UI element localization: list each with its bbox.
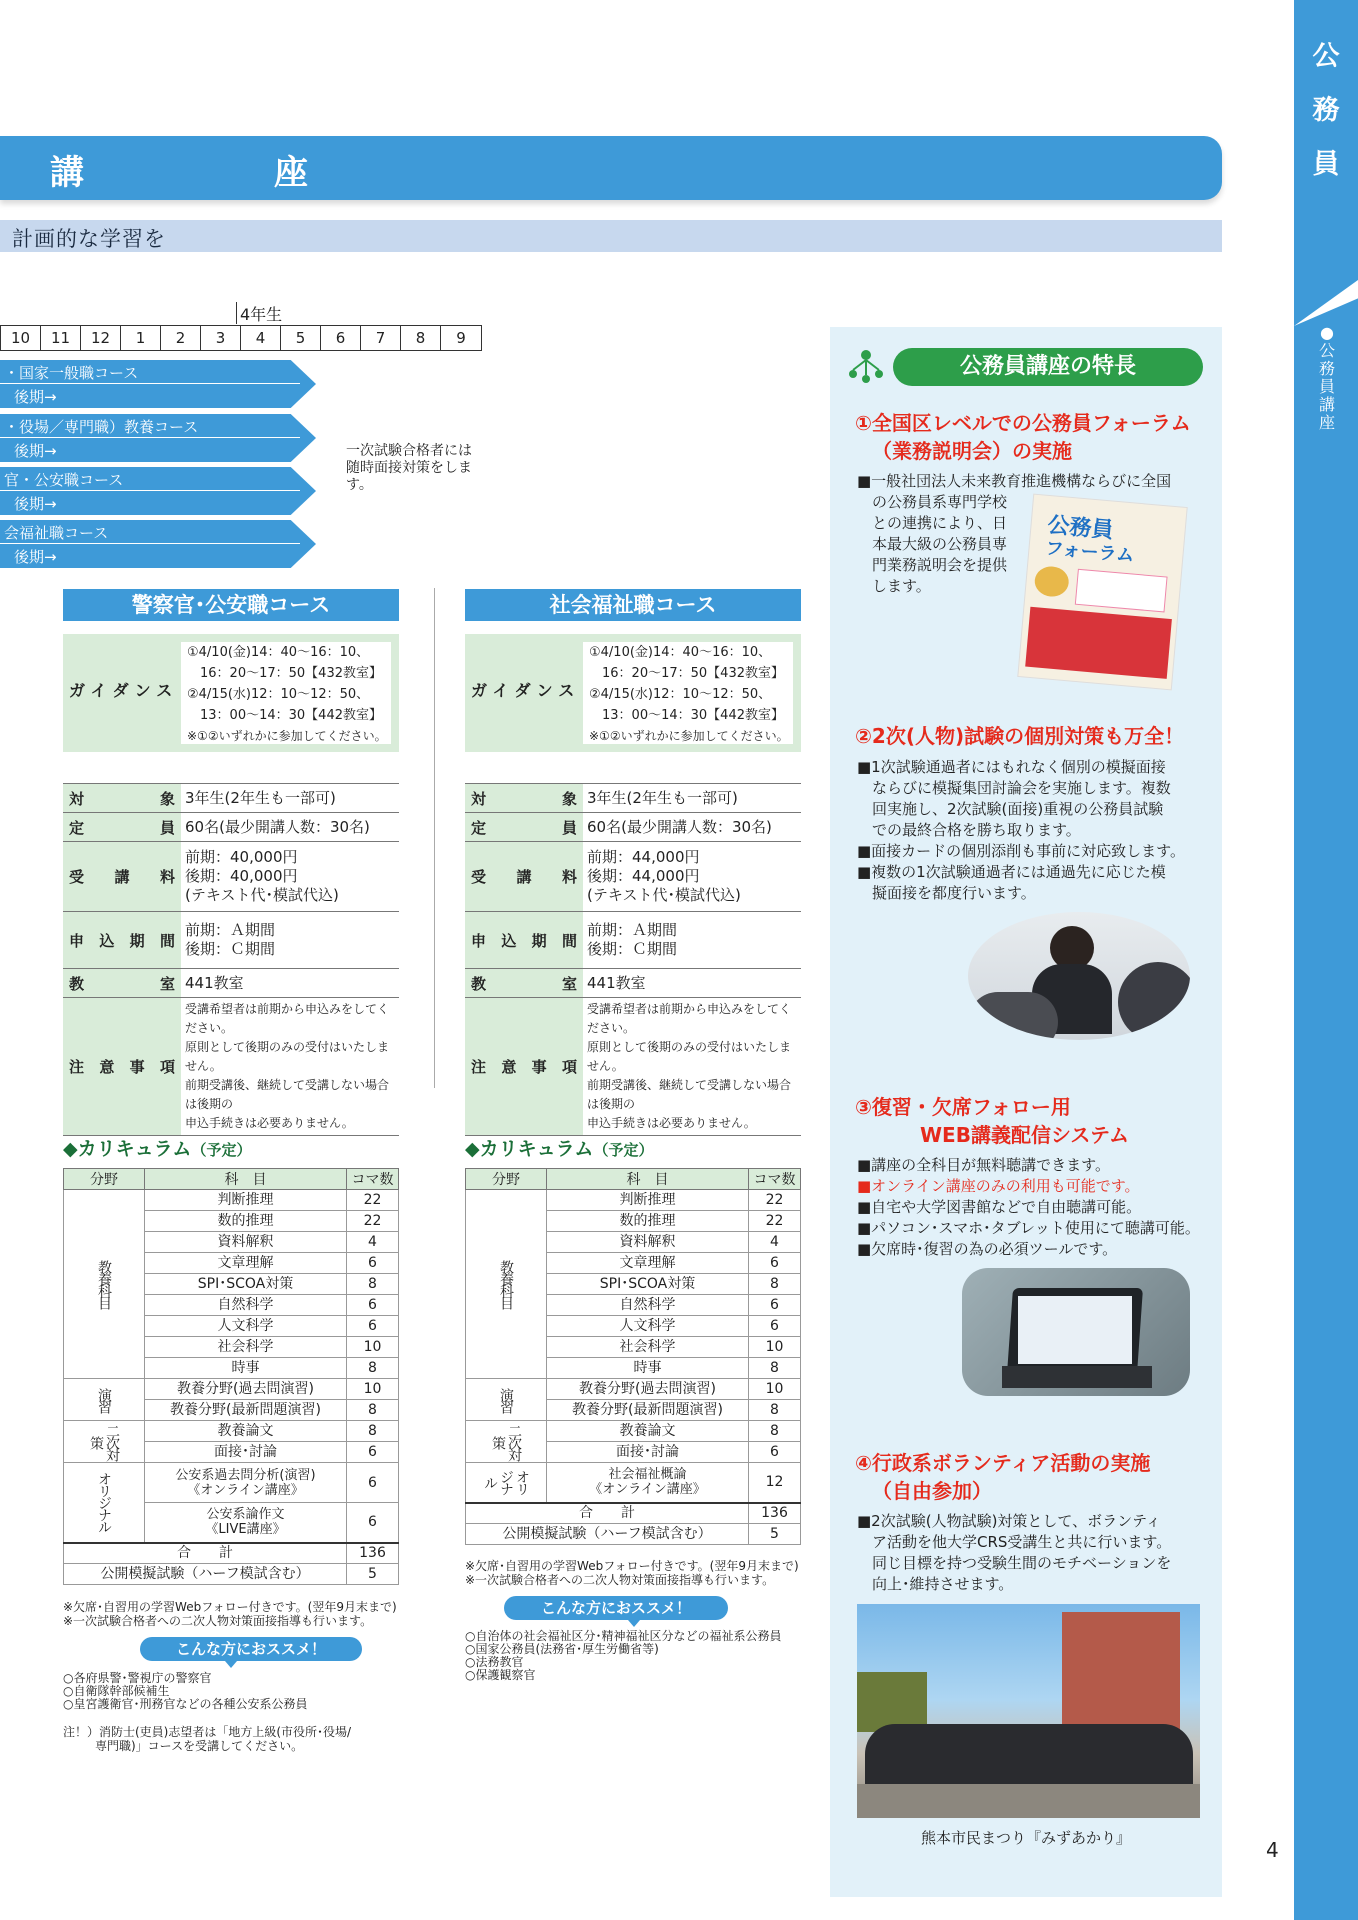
tablet-photo [962,1268,1190,1396]
guidance-line: ①4/10(金)14：40〜16：10、 [589,645,772,660]
info-key: 室 [561,974,577,993]
cur-count: 8 [347,1421,399,1442]
cur-count: 6 [347,1295,399,1316]
feature-line: ■自宅や大学図書館などで自由聴講可能。 [857,1198,1142,1216]
cur-mock-label: 公開模擬試験（ハーフ模試含む） [64,1564,347,1585]
cur-count: 10 [749,1379,801,1400]
cur-subject: 文章理解 [547,1253,749,1274]
feature-heading: ③復習・欠席フォロー用 [855,1095,1071,1119]
month-cell: 9 [456,329,466,347]
month-cell: 1 [121,326,161,350]
sidebar-char: 公 [1312,41,1340,72]
feature-line: ■講座の全科目が無料聴講できます。 [857,1156,1110,1174]
page-number: 4 [1266,1838,1279,1862]
feature-heading: ④行政系ボランティア活動の実施 [855,1451,1151,1475]
feature-text [857,1155,1200,1260]
cur-total: 136 [347,1543,399,1564]
feature-line: 本最大級の公務員専 [857,535,1008,553]
info-period: 後期：Ｃ期間 [185,940,276,958]
cur-count: 6 [347,1463,399,1503]
info-period: 後期：Ｃ期間 [587,940,678,958]
info-capacity: 60名(最少開講人数：30名) [181,813,399,842]
sidebar-subtitle: ●公務員講座 [1318,323,1335,432]
cur-count: 6 [347,1253,399,1274]
guidance-schedule [181,642,391,744]
curriculum-table [63,1168,399,1585]
info-key: 項 [561,1058,577,1076]
month-cell: 5 [281,326,321,350]
cur-count: 22 [347,1211,399,1232]
cur-subject-note: 《オンライン講座》 [187,1482,304,1498]
poster-schedule-block [1025,607,1172,679]
cur-count: 10 [749,1337,801,1358]
cur-total: 136 [749,1503,801,1524]
month-cell: 8 [401,326,441,350]
info-key: 注 [69,1058,85,1076]
cur-subject: 面接･討論 [145,1442,347,1463]
cur-subject: 資料解釈 [547,1232,749,1253]
cur-count: 6 [347,1503,399,1543]
cur-subject: 時事 [547,1358,749,1379]
cur-count: 22 [347,1190,399,1211]
note-line: ※一次試験合格者への二次人物対策面接指導も行います。 [63,1614,373,1628]
photo-caption: 熊本市民まつり『みずあかり』 [921,1829,1132,1847]
cur-count: 8 [749,1421,801,1442]
features-title: 公務員講座の特長 [893,348,1203,386]
recommend-item: ○保護観察官 [465,1668,536,1682]
cur-count: 8 [347,1358,399,1379]
info-key: 込 [99,931,115,950]
cur-subject: 判断推理 [145,1190,347,1211]
feature-line: ■欠席時･復習の為の必須ツールです。 [857,1240,1118,1258]
info-key: 申 [471,931,487,950]
feature-heading: ②2次(人物)試験の個別対策も万全！ [855,724,1185,748]
timeline-course-term: 後期→ [14,388,57,406]
recommend-item: ○自衛隊幹部候補生 [63,1684,170,1698]
curriculum-note [63,1600,397,1628]
guidance-line: 13：00〜14：30【442教室】 [589,708,784,723]
recommend-item: ○自治体の社会福祉区分･精神福祉区分などの福祉系公務員 [465,1629,782,1643]
cur-subject: 人文科学 [145,1316,347,1337]
cur-count: 8 [749,1274,801,1295]
month-cell: 11 [41,326,81,350]
cur-count: 10 [347,1379,399,1400]
poster-title: 公務員 [1046,513,1115,544]
info-room: 441教室 [583,969,801,998]
info-key: 間 [159,931,175,950]
info-key: 定 [471,818,487,837]
cur-count: 8 [347,1400,399,1421]
cur-subject-note: 《オンライン講座》 [589,1482,706,1498]
feature-line: ア活動を他大学CRS受講生と共に行います。 [857,1533,1172,1551]
recommend-badge: こんな方におススメ！ [504,1596,728,1620]
cur-subject: 教養分野(最新問題演習) [145,1400,347,1421]
cur-count: 6 [347,1442,399,1463]
cur-count: 4 [749,1232,801,1253]
info-key: 象 [159,789,175,808]
month-row [0,325,482,351]
timeline-course-term: 後期→ [14,495,57,513]
feature-line: します。 [857,577,931,595]
arrow-divider [0,543,300,544]
cur-category: オリジナル [466,1463,547,1503]
cur-count: 6 [749,1253,801,1274]
note-line: ※欠席･自習用の学習Webフォロー付きです。(翌年9月末まで) [63,1600,397,1614]
recommend-list [465,1630,781,1682]
cur-header: コマ数 [749,1169,801,1190]
guidance-box [63,634,399,752]
info-key: 込 [501,931,517,950]
cur-subject: 文章理解 [145,1253,347,1274]
cur-subject: 教養分野(過去問演習) [547,1379,749,1400]
cur-mock-label: 公開模擬試験（ハーフ模試含む） [466,1524,749,1545]
feature-line: ■複数の1次試験通過者には通過先に応じた模 [857,863,1166,881]
cur-category: 演習 [64,1379,145,1421]
info-note: 申込手続きは必要ありません。 [587,1116,756,1130]
forum-poster [1017,494,1187,691]
cur-subject: 社会福祉概論 [608,1467,687,1483]
footnote-line: 注！）消防士(吏員)志望者は「地方上級(市役所･役場/ [63,1725,352,1739]
info-period: 前期：Ａ期間 [587,921,678,939]
cur-category: 教養科目 [466,1190,547,1379]
mascot-image [1033,565,1069,598]
info-key: 象 [561,789,577,808]
page-title-char: 座 [274,153,308,193]
year-label: 4年生 [240,305,283,324]
footnote [63,1725,351,1753]
cur-subject: 人文科学 [547,1316,749,1337]
cur-count: 12 [749,1463,801,1503]
info-key: 注 [471,1058,487,1076]
sidebar-char: 務 [1312,95,1340,126]
info-fee: (テキスト代･模試代込) [185,886,339,904]
feature-line: ■1次試験通過者にはもれなく個別の模擬面接 [857,758,1166,776]
feature-line: 向上･維持させます。 [857,1575,1014,1593]
recommend-item: ○各府県警･警視庁の警察官 [63,1671,212,1685]
cur-subject: 自然科学 [547,1295,749,1316]
info-fee: 後期：40,000円 [185,867,298,885]
guidance-line: ※①②いずれかに参加してください。 [589,729,789,743]
timeline-course-term: 後期→ [14,548,57,566]
course-info-table [465,783,801,1136]
note-line: ※欠席･自習用の学習Webフォロー付きです。(翌年9月末まで) [465,1559,799,1573]
info-key: 事 [531,1058,547,1076]
info-key: 料 [561,868,577,886]
info-key: 員 [159,818,175,837]
info-key: 意 [501,1058,517,1076]
info-key: 対 [471,789,487,808]
cur-category: オリジナル [64,1463,145,1543]
cur-count: 22 [749,1211,801,1232]
curriculum-title: ◆カリキュラム [63,1138,192,1160]
cur-count: 6 [749,1442,801,1463]
info-note: 前期受講後、継続して受講しない場合は後期の [185,1078,390,1111]
info-period: 前期：Ａ期間 [185,921,276,939]
curriculum-subtitle: （予定） [593,1141,654,1159]
cur-count: 22 [749,1190,801,1211]
curriculum-table [465,1168,801,1545]
cur-subject: 教養分野(最新問題演習) [547,1400,749,1421]
recommend-badge: こんな方におススメ！ [140,1637,362,1661]
guidance-line: ※①②いずれかに参加してください。 [187,729,387,743]
feature-text [857,757,1185,904]
year-divider [236,302,237,324]
guidance-line: ②4/15(水)12：10〜12：50、 [589,687,772,702]
month-cell: 10 [1,326,41,350]
cur-subject: 数的推理 [145,1211,347,1232]
info-note: 前期受講後、継続して受講しない場合は後期の [587,1078,792,1111]
info-key: 事 [129,1058,145,1076]
feature-line: 門業務説明会を提供 [857,556,1008,574]
info-fee: (テキスト代･模試代込) [587,886,741,904]
info-key: 期 [531,931,547,950]
feature-line: との連携により、日 [857,514,1008,532]
info-target: 3年生(2年生も一部可) [583,784,801,813]
feature-line: の公務員系専門学校 [857,493,1008,511]
curriculum-subtitle: （予定） [191,1141,252,1159]
timeline-course-term: 後期→ [14,442,57,460]
month-cell: 2 [161,326,201,350]
month-cell: 7 [361,326,401,350]
cur-subject: 時事 [145,1358,347,1379]
info-note: 受講希望者は前期から申込みをしてください。 [185,1002,390,1035]
cur-count: 6 [347,1316,399,1337]
guidance-label: ガイダンス [69,681,179,700]
cur-subject: SPI･SCOA対策 [547,1274,749,1295]
feature-heading: （業務説明会）の実施 [872,439,1072,463]
info-note: 原則として後期のみの受付はいたしません。 [185,1040,390,1073]
cur-subject: 公安系過去問分析(演習) [175,1467,316,1483]
cur-header: コマ数 [347,1169,399,1190]
timeline-course-name: ・役場／専門職）教養コース [4,418,199,436]
cur-category: 演習 [466,1379,547,1421]
info-note: 受講希望者は前期から申込みをしてください。 [587,1002,792,1035]
info-key: 教 [69,974,85,993]
timeline-course-name: 会福祉職コース [4,524,109,542]
feature-line: ■オンライン講座のみの利用も可能です。 [857,1177,1140,1195]
curriculum-heading [465,1134,653,1161]
info-target: 3年生(2年生も一部可) [181,784,399,813]
cur-count: 4 [347,1232,399,1253]
cur-subject: 判断推理 [547,1190,749,1211]
poster-info-block [1075,569,1168,613]
info-key: 間 [561,931,577,950]
feature-line: ■面接カードの個別添削も事前に対応致します。 [857,842,1185,860]
info-key: 受 [69,868,85,886]
cur-subject: 資料解釈 [145,1232,347,1253]
cur-count: 8 [749,1400,801,1421]
column-divider [434,588,435,1088]
cur-subject: 面接･討論 [547,1442,749,1463]
timeline-course-name: ・国家一般職コース [4,364,139,382]
cur-subject-note: 《LIVE講座》 [205,1522,286,1538]
cur-subject: 社会科学 [547,1337,749,1358]
cur-subject: 数的推理 [547,1211,749,1232]
subtitle: 計画的な学習を [12,227,166,251]
guidance-line: ①4/10(金)14：40〜16：10、 [187,645,370,660]
curriculum-title: ◆カリキュラム [465,1138,594,1160]
cur-header: 分野 [466,1169,547,1190]
feature-line: 同じ目標を持つ受験生間のモチベーションを [857,1554,1172,1572]
cur-total-label: 合 計 [64,1543,347,1564]
cur-count: 8 [347,1274,399,1295]
info-key: 申 [69,931,85,950]
info-key: 対 [69,789,85,808]
feature-text [857,1511,1171,1595]
guidance-box [465,634,801,752]
cur-mock: 5 [347,1564,399,1585]
month-cell: 3 [201,326,241,350]
cur-category: 二次対策 [64,1421,145,1463]
info-key: 定 [69,818,85,837]
subtitle-bar [0,220,1222,252]
cur-subject: 教養論文 [547,1421,749,1442]
month-cell: 12 [81,326,121,350]
cur-count: 6 [749,1295,801,1316]
info-fee: 前期：40,000円 [185,848,298,866]
info-fee: 前期：44,000円 [587,848,700,866]
arrow-divider [0,437,300,438]
info-key: 教 [471,974,487,993]
arrow-divider [0,490,300,491]
poster-title: フォーラム [1044,537,1136,567]
volunteer-group-photo [857,1604,1200,1818]
cur-header: 科 目 [145,1169,347,1190]
guidance-line: 16：20〜17：50【432教室】 [589,666,784,681]
info-key: 受 [471,868,487,886]
guidance-line: 13：00〜14：30【442教室】 [187,708,382,723]
recommend-pointer [628,1620,640,1627]
cur-header: 科 目 [547,1169,749,1190]
course-info-table [63,783,399,1136]
cur-mock: 5 [749,1524,801,1545]
people-network-icon [846,346,886,390]
feature-heading: （自由参加） [872,1479,992,1503]
cur-count: 10 [347,1337,399,1358]
info-room: 441教室 [181,969,399,998]
curriculum-heading [63,1134,251,1161]
arrow-divider [0,383,300,384]
recommend-item: ○国家公務員(法務省･厚生労働省等) [465,1642,659,1656]
header-bar [0,136,1222,200]
info-key: 講 [516,868,532,886]
cur-category: 二次対策 [466,1421,547,1463]
cur-subject: 社会科学 [145,1337,347,1358]
course-title: 警察官･公安職コース [63,589,399,621]
info-key: 項 [159,1058,175,1076]
guidance-line: ②4/15(水)12：10〜12：50、 [187,687,370,702]
month-cell: 6 [321,326,361,350]
cur-count: 8 [749,1358,801,1379]
info-key: 料 [159,868,175,886]
sidebar-bottom [1294,304,1358,1920]
page-title-char: 講 [50,153,84,193]
recommend-list [63,1672,307,1711]
cur-category: 教養科目 [64,1190,145,1379]
info-key: 員 [561,818,577,837]
curriculum-note [465,1559,799,1587]
feature-heading: ①全国区レベルでの公務員フォーラム [855,411,1191,435]
guidance-schedule [583,642,793,744]
month-cell: 4 [241,326,281,350]
cur-subject: SPI･SCOA対策 [145,1274,347,1295]
timeline-course-name: 官・公安職コース [4,471,124,489]
info-note: 申込手続きは必要ありません。 [185,1116,354,1130]
info-fee: 後期：44,000円 [587,867,700,885]
course-title: 社会福祉職コース [465,589,801,621]
guidance-label: ガイダンス [471,681,581,700]
feature-line: ならびに模擬集団討論会を実施します。複数 [857,779,1171,797]
feature-line: ■一般社団法人未来教育推進機構ならびに全国 [857,472,1172,490]
note-line: ※一次試験合格者への二次人物対策面接指導も行います。 [465,1573,775,1587]
cur-subject: 教養論文 [145,1421,347,1442]
cur-subject: 公安系論作文 [206,1507,285,1523]
info-capacity: 60名(最少開講人数：30名) [583,813,801,842]
guidance-line: 16：20〜17：50【432教室】 [187,666,382,681]
info-key: 講 [114,868,130,886]
feature-line: ■パソコン･スマホ･タブレット使用にて聴講可能。 [857,1219,1200,1237]
cur-header: 分野 [64,1169,145,1190]
feature-line: での最終合格を勝ち取ります。 [857,821,1081,839]
info-key: 室 [159,974,175,993]
footnote-line: 専門職)」コースを受講してください。 [95,1739,304,1753]
recommend-item: ○法務教官 [465,1655,524,1669]
cur-subject: 教養分野(過去問演習) [145,1379,347,1400]
sidebar-char: 員 [1312,149,1340,180]
feature-line: 回実施し、2次試験(面接)重視の公務員試験 [857,800,1164,818]
feature-line: 擬面接を都度行います。 [857,884,1036,902]
cur-subject: 自然科学 [145,1295,347,1316]
feature-line: ■2次試験(人物試験)対策として、ボランティ [857,1512,1161,1530]
info-key: 意 [99,1058,115,1076]
cur-count: 6 [749,1316,801,1337]
feature-heading: WEB講義配信システム [920,1123,1129,1147]
recommend-item: ○皇宮護衛官･刑務官などの各種公安系公務員 [63,1697,308,1711]
cur-total-label: 合 計 [466,1503,749,1524]
info-note: 原則として後期のみの受付はいたしません。 [587,1040,792,1073]
timeline-note: 一次試験合格者には随時面接対策をします。 [346,443,472,493]
interview-photo [968,912,1190,1040]
info-key: 期 [129,931,145,950]
recommend-pointer [225,1661,237,1668]
